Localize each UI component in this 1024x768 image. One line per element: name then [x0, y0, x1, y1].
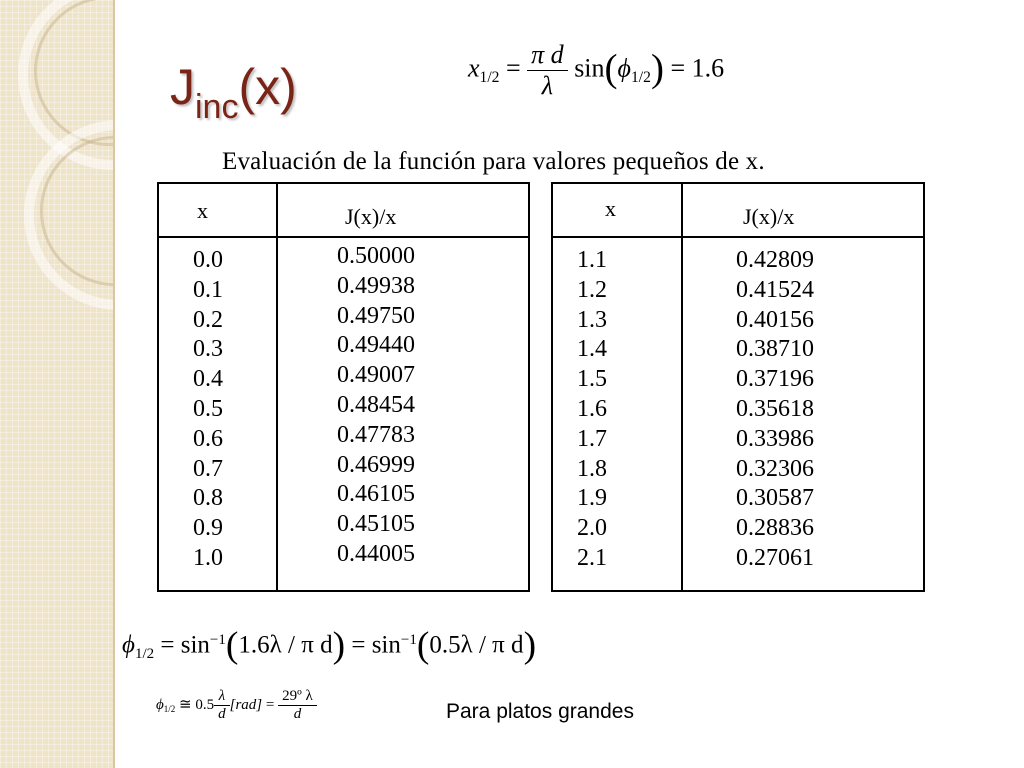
header-divider — [159, 236, 528, 238]
column-j-values — [736, 246, 814, 574]
x-value-cell: 0.9 — [193, 515, 223, 542]
x-value-cell: 2.0 — [577, 515, 607, 542]
formula-arg: 0.5λ / π d — [429, 631, 524, 659]
formula-fraction — [527, 40, 568, 101]
formula-large-dish — [156, 688, 317, 723]
j-value-cell: 0.38710 — [736, 336, 814, 363]
title-suffix: (x) — [238, 59, 297, 115]
column-x-values — [193, 246, 223, 574]
title-main: J — [170, 59, 195, 115]
formula-eq: = — [160, 631, 175, 659]
j-value-cell: 0.49007 — [337, 362, 415, 389]
formula-approx: ≅ — [179, 696, 192, 713]
fraction-numerator: λ — [218, 688, 226, 704]
formula-unit: [rad] — [229, 696, 263, 713]
x-value-cell: 1.2 — [577, 276, 607, 303]
note-text: Para platos grandes — [446, 700, 634, 723]
formula-fraction — [278, 688, 317, 723]
table-left — [157, 182, 530, 592]
formula-arg: 1.6λ / π d — [238, 631, 333, 659]
j-value-cell: 0.41524 — [736, 276, 814, 303]
x-value-cell: 1.4 — [577, 336, 607, 363]
j-value-cell: 0.28836 — [736, 515, 814, 542]
column-j-values — [337, 242, 415, 570]
formula-phi-sub: 1/2 — [631, 68, 651, 86]
header-x: x — [605, 196, 616, 221]
formula-eq: = — [265, 696, 275, 713]
j-value-cell: 0.49938 — [337, 272, 415, 299]
j-value-cell: 0.45105 — [337, 511, 415, 538]
j-value-cell: 0.27061 — [736, 544, 814, 571]
j-value-cell: 0.44005 — [337, 540, 415, 567]
fraction-numerator: π d — [531, 40, 564, 69]
j-value-cell: 0.46999 — [337, 451, 415, 478]
j-value-cell: 0.33986 — [736, 425, 814, 452]
header-x: x — [197, 198, 208, 223]
formula-coef: 0.5 — [195, 696, 215, 713]
x-value-cell: 0.6 — [193, 425, 223, 452]
j-value-cell: 0.50000 — [337, 243, 415, 269]
j-value-cell: 0.35618 — [736, 395, 814, 422]
table-caption: Evaluación de la función para valores pequeños de x. — [222, 148, 765, 175]
title-subscript: inc — [195, 88, 239, 126]
j-value-cell: 0.30587 — [736, 485, 814, 512]
j-value-cell: 0.47783 — [337, 421, 415, 448]
formula-eq: = — [351, 631, 366, 659]
j-value-cell: 0.49750 — [337, 302, 415, 329]
formula-var: x — [468, 53, 480, 83]
x-value-cell: 2.1 — [577, 544, 607, 571]
header-divider — [553, 236, 923, 238]
x-value-cell: 0.4 — [193, 366, 223, 393]
formula-phi-sub: 1/2 — [163, 704, 176, 715]
x-value-cell: 1.0 — [193, 544, 223, 571]
x-value-cell: 1.5 — [577, 366, 607, 393]
table-right — [551, 182, 925, 592]
slide-title — [170, 58, 297, 126]
column-x-values — [577, 246, 607, 574]
x-value-cell: 0.7 — [193, 455, 223, 482]
formula-phi: ϕ — [156, 696, 164, 713]
j-value-cell: 0.42809 — [736, 247, 814, 273]
formula-inverse: −1 — [400, 631, 417, 648]
formula-phi: ϕ — [122, 631, 135, 659]
formula-rhs: = 1.6 — [670, 53, 725, 83]
formula-inverse: −1 — [209, 631, 226, 648]
x-value-cell: 0.2 — [193, 306, 223, 333]
formula-eq: = — [505, 53, 521, 83]
x-value-cell: 0.3 — [193, 336, 223, 363]
decorative-sidebar — [0, 0, 113, 768]
x-value-cell: 1.6 — [577, 395, 607, 422]
x-value-cell: 1.3 — [577, 306, 607, 333]
header-jx: J(x)/x — [743, 204, 795, 229]
x-value-cell: 0.1 — [193, 276, 223, 303]
x-value-cell: 1.7 — [577, 425, 607, 452]
fraction-denominator: d — [278, 705, 317, 723]
x-value-cell: 1.1 — [577, 247, 607, 273]
j-value-cell: 0.32306 — [736, 455, 814, 482]
column-divider — [276, 184, 278, 590]
j-value-cell: 0.40156 — [736, 306, 814, 333]
x-value-cell: 0.5 — [193, 395, 223, 422]
x-value-cell: 0.8 — [193, 485, 223, 512]
x-value-cell: 1.8 — [577, 455, 607, 482]
j-value-cell: 0.37196 — [736, 366, 814, 393]
formula-func: sin — [574, 53, 605, 83]
j-value-cell: 0.46105 — [337, 481, 415, 508]
formula-func: sin — [180, 631, 210, 659]
fraction-numerator: 29º λ — [282, 688, 313, 704]
formula-func: sin — [371, 631, 401, 659]
formula-phi: ϕ — [617, 53, 631, 83]
formula-half-width: $x_{1/2}$ = $\frac{\text{π d}}{\lambda}$ $\sin(\phi_{1/2}) = 1.6$ — [468, 40, 725, 100]
sidebar-edge — [113, 0, 115, 768]
header-jx: J(x)/x — [345, 204, 397, 229]
x-value-cell: 0.0 — [193, 247, 223, 273]
formula-phi-half: $\phi_{1/2} = \sin^{-1}(1.6\lambda / \pi$ $d) = \sin^{-1}(0.5\lambda / \pi$ d) — [122, 625, 537, 666]
j-value-cell: 0.49440 — [337, 332, 415, 359]
x-value-cell: 1.9 — [577, 485, 607, 512]
column-divider — [681, 184, 683, 590]
fraction-denominator: λ — [527, 70, 568, 101]
fraction-denominator: d — [214, 705, 230, 723]
formula-phi-sub: 1/2 — [134, 645, 155, 662]
formula-fraction — [214, 688, 230, 723]
formula-sub: 1/2 — [479, 68, 500, 86]
j-value-cell: 0.48454 — [337, 391, 415, 418]
